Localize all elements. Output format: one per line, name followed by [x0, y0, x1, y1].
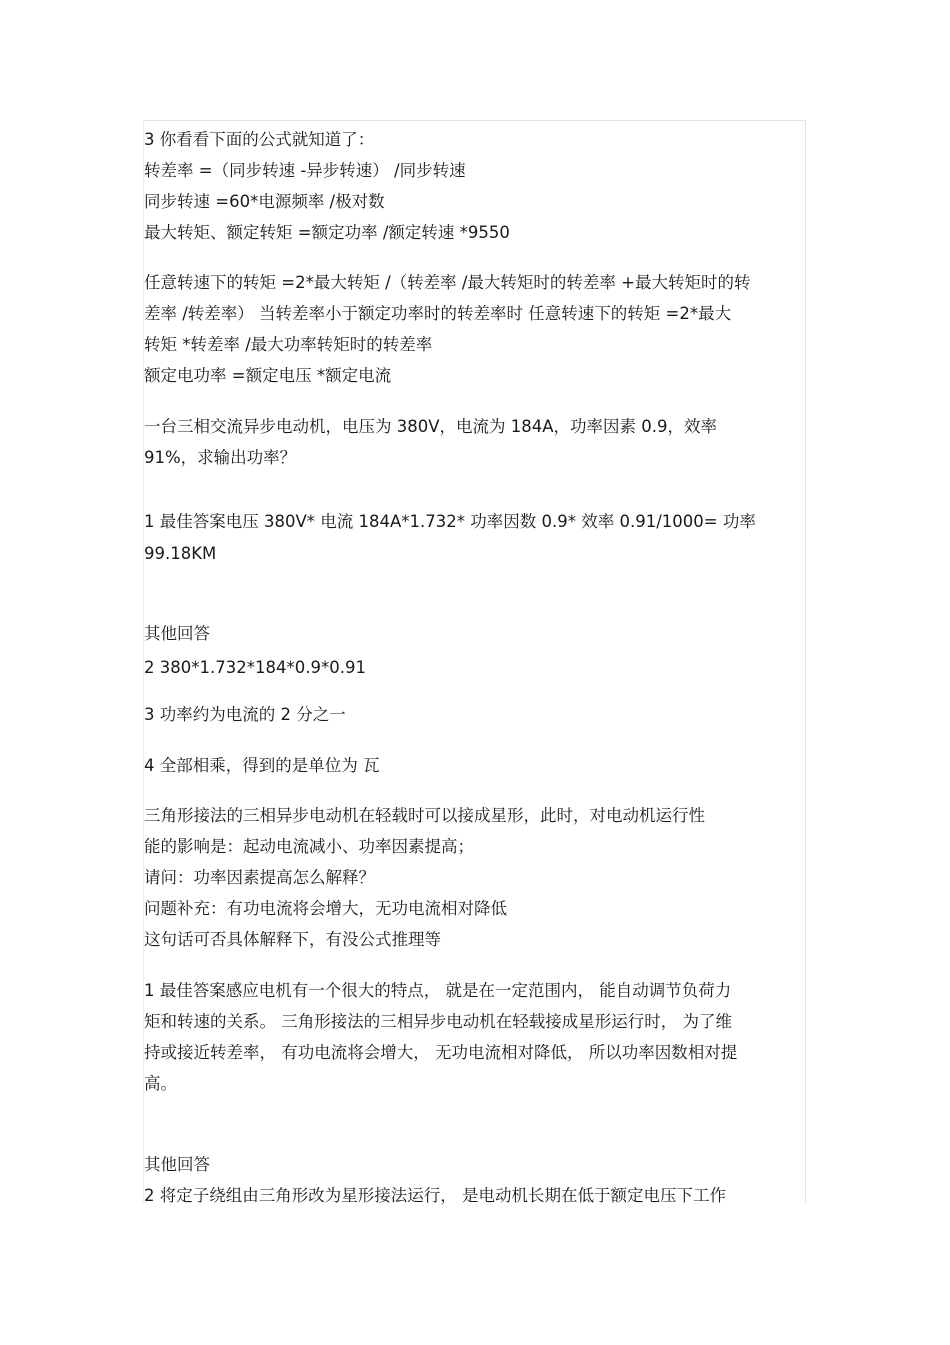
text-line: 转矩 *转差率 /最大功率转矩时的转差率 [144, 335, 433, 354]
text-line: 额定电功率 =额定电压 *额定电流 [144, 366, 392, 385]
text-line: 1 最佳答案感应电机有一个很大的特点， 就是在一定范围内， 能自动调节负荷力 [144, 981, 732, 1000]
text-line: 91%，求输出功率？ [144, 448, 297, 467]
text-line: 任意转速下的转矩 =2*最大转矩 /（转差率 /最大转矩时的转差率 +最大转矩时的转 [144, 273, 751, 292]
text-line: 差率 /转差率） 当转差率小于额定功率时的转差率时 任意转速下的转矩 =2*最大 [144, 304, 732, 323]
text-line: 这句话可否具体解释下，有没公式推理等 [144, 930, 441, 949]
text-line: 最大转矩、额定转矩 =额定功率 /额定转速 *9550 [144, 223, 510, 242]
section-heading: 其他回答 [144, 624, 210, 643]
text-line: 4 全部相乘，得到的是单位为 瓦 [144, 756, 380, 775]
text-line: 矩和转速的关系。 三角形接法的三相异步电动机在轻载接成星形运行时， 为了维 [144, 1012, 732, 1031]
text-line: 能的影响是：起动电流减小、功率因素提高； [144, 837, 474, 856]
text-line: 一台三相交流异步电动机，电压为 380V，电流为 184A，功率因素 0.9，效率 [144, 417, 718, 436]
text-line: 高。 [144, 1074, 177, 1093]
text-line: 三角形接法的三相异步电动机在轻载时可以接成星形，此时，对电动机运行性 [144, 806, 705, 825]
text-line: 转差率 =（同步转速 -异步转速） /同步转速 [144, 161, 466, 180]
text-line: 2 将定子绕组由三角形改为星形接法运行， 是电动机长期在低于额定电压下工作 [144, 1186, 726, 1205]
text-line: 3 你看看下面的公式就知道了： [144, 130, 375, 149]
text-line: 同步转速 =60*电源频率 /极对数 [144, 192, 385, 211]
text-line: 2 380*1.732*184*0.9*0.91 [144, 658, 366, 677]
text-line: 99.18KM [144, 544, 217, 563]
text-line: 1 最佳答案电压 380V* 电流 184A*1.732* 功率因数 0.9* 效率 0.91/1000= 功率 [144, 512, 756, 531]
text-line: 3 功率约为电流的 2 分之一 [144, 705, 346, 724]
section-heading: 其他回答 [144, 1155, 210, 1174]
text-line: 请问：功率因素提高怎么解释？ [144, 868, 375, 887]
text-line: 持或接近转差率， 有功电流将会增大， 无功电流相对降低， 所以功率因数相对提 [144, 1043, 738, 1062]
text-line: 问题补充：有功电流将会增大，无功电流相对降低 [144, 899, 507, 918]
